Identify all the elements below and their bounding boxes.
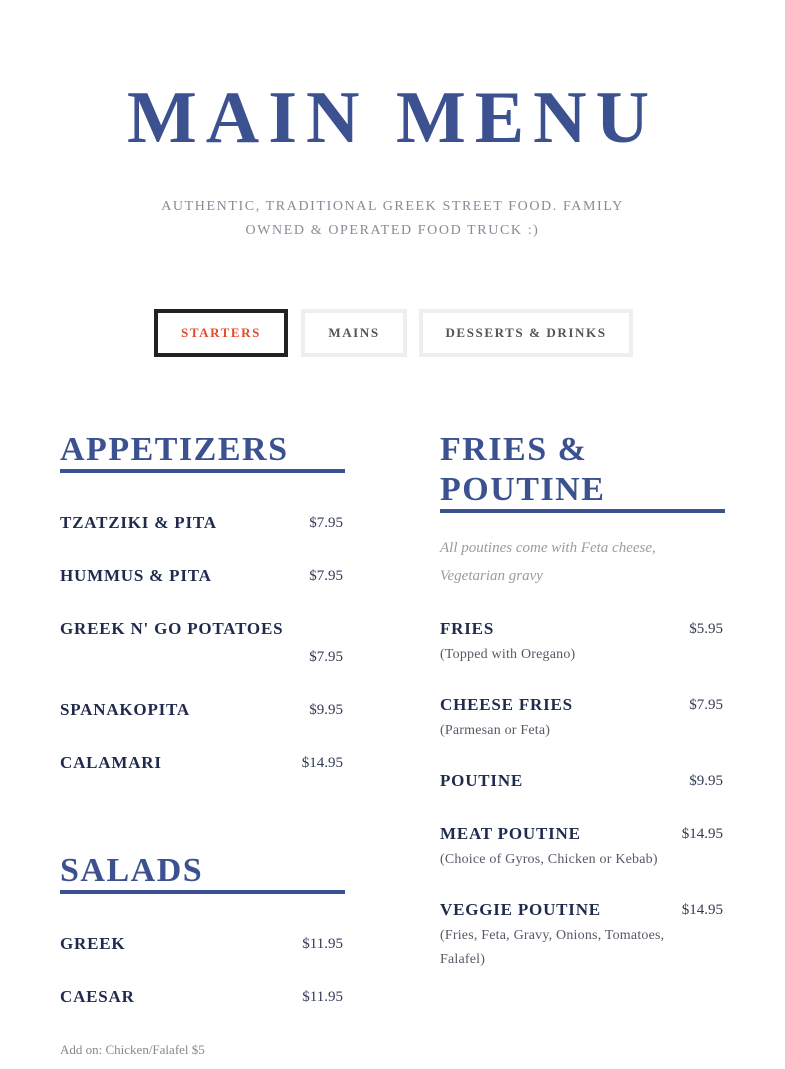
fries-heading-line: POUTINE [440,471,606,508]
appetizers-divider [60,469,345,473]
menu-item-description: (Choice of Gyros, Chicken or Kebab) [440,852,658,867]
menu-item-name: CALAMARI [60,753,162,772]
menu-item-price: $14.95 [681,902,723,918]
tab-desserts-drinks[interactable]: DESSERTS & DRINKS [419,309,633,357]
menu-item-name: MEAT POUTINE [440,824,581,843]
menu-item-description: (Parmesan or Feta) [440,723,551,738]
menu-item-name: HUMMUS & PITA [60,566,212,585]
menu-item-price: $9.95 [689,773,723,789]
menu-item-price: $7.95 [689,697,723,713]
menu-item-price: $14.95 [681,826,723,842]
menu-item-price: $9.95 [309,702,343,718]
salads-heading: SALADS [60,852,204,889]
page-title: MAIN MENU [126,77,659,159]
tab-starters[interactable]: STARTERS [154,309,288,357]
salad-addon-note: Add on: Chicken/Falafel $5 [60,1042,205,1057]
poutine-note-line: All poutines come with Feta cheese, [440,540,656,556]
menu-item-name: TZATZIKI & PITA [60,513,217,532]
menu-item-name: POUTINE [440,771,524,790]
fries-heading [440,430,605,510]
menu-item-price: $5.95 [689,621,723,637]
salads-divider [60,890,345,894]
menu-item-name: GREEK [60,934,126,953]
subtitle-line: OWNED & OPERATED FOOD TRUCK :) [245,223,540,238]
poutine-note [440,534,656,590]
tab-mains[interactable]: MAINS [301,309,407,357]
menu-item-price: $11.95 [302,936,343,952]
menu-item-name: CAESAR [60,987,135,1006]
menu-item-name: GREEK N' GO POTATOES [60,619,284,638]
menu-item-name: CHEESE FRIES [440,695,573,714]
menu-item-price: $7.95 [309,568,343,584]
menu-item-name: SPANAKOPITA [60,700,191,719]
menu-item-name: FRIES [440,619,495,638]
menu-item-price: $11.95 [302,989,343,1005]
menu-item-description-line: (Fries, Feta, Gravy, Onions, Tomatoes, [440,928,665,943]
menu-item-name: VEGGIE POUTINE [440,900,601,919]
subtitle-line: AUTHENTIC, TRADITIONAL GREEK STREET FOOD. FAMILY [161,199,624,214]
menu-item-description-line: Falafel) [440,952,486,967]
fries-heading-line: FRIES & [440,431,588,468]
menu-item-description [440,924,664,972]
appetizers-heading: APPETIZERS [60,431,289,468]
menu-tabs [0,309,785,357]
fries-divider [440,509,725,513]
poutine-note-line: Vegetarian gravy [440,568,543,584]
menu-item-price: $7.95 [309,649,343,665]
page-subtitle [150,195,635,243]
menu-item-description: (Topped with Oregano) [440,647,576,662]
menu-item-price: $7.95 [309,515,343,531]
menu-item-price: $14.95 [301,755,343,771]
